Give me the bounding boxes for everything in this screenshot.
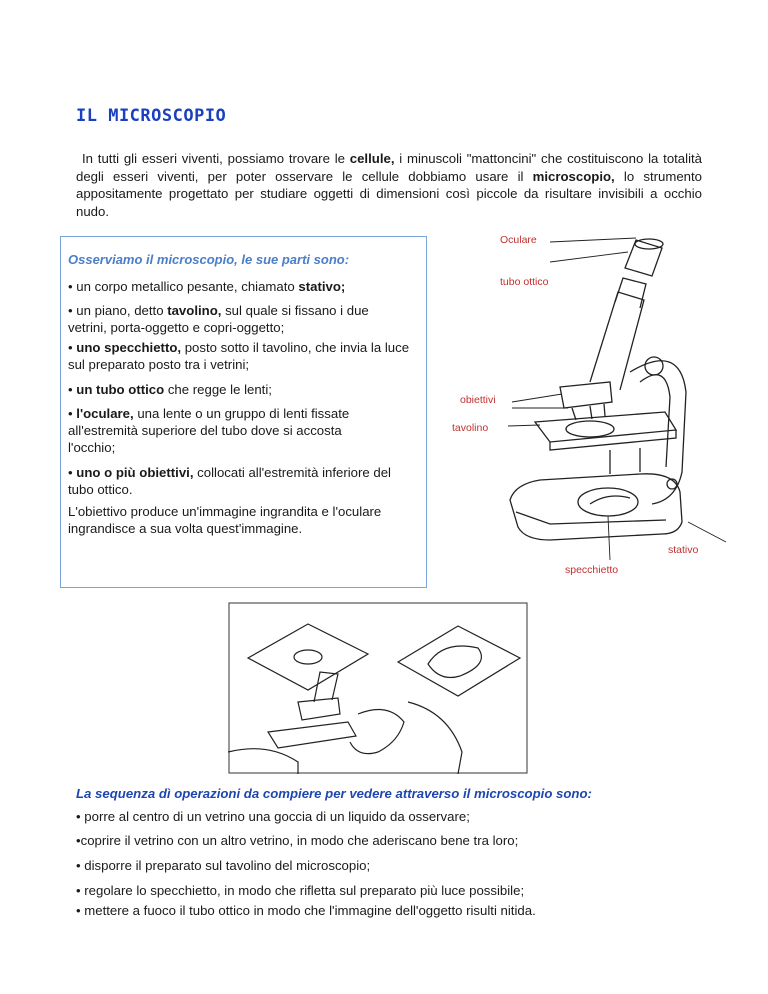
part-item-text: collocati all'estremità inferiore del tubo ottico.	[68, 465, 391, 497]
mirror-shading	[590, 496, 630, 504]
intro-text-2: i minuscoli "mattoncini" che costituiscono la totalità degli esseri viventi, per poter osservare le cellule dobbiamo usare il	[76, 151, 703, 184]
intro-bold-microscopio: microscopio,	[532, 168, 615, 184]
part-item-text: •	[68, 465, 77, 480]
parts-box-closing: L'obiettivo produce un'immagine ingrandita e l'oculare ingrandisce a sua volta quest'immagine.	[68, 504, 382, 536]
column	[610, 448, 640, 474]
label-obiettivi: obiettivi	[460, 394, 496, 406]
label-tubo-ottico: tubo ottico	[500, 276, 549, 288]
hand-sketch	[350, 710, 404, 754]
part-item-text: che regge le lenti;	[164, 382, 272, 397]
sequence-step: • disporre il preparato sul tavolino del microscopio;	[76, 858, 371, 873]
intro-bold-cellule: cellule,	[349, 151, 395, 166]
nosepiece-sketch	[298, 698, 340, 720]
part-item-term: stativo;	[298, 279, 346, 294]
leader-stativo	[688, 522, 726, 542]
intro-text-3: lo strumento appositamente progettato per studiare oggetti di dimensioni così piccole da risultare invisibili a occhio nudo.	[76, 168, 703, 219]
microscope-illustration	[440, 222, 730, 592]
part-item	[68, 381, 420, 398]
part-item-term: uno specchietto,	[76, 340, 182, 355]
part-item-text: •	[68, 382, 77, 397]
covered-slide-shape	[398, 626, 520, 696]
part-item	[68, 278, 420, 295]
part-item-text: •	[68, 406, 77, 421]
part-item-text: una lente o un gruppo di lenti fissate all'estremità superiore del tubo dove si accosta l'occhio;	[68, 406, 350, 455]
part-item-term: un tubo ottico	[76, 382, 165, 397]
sequence-step: • regolare lo specchietto, in modo che rifletta sul preparato più luce possibile;	[76, 883, 525, 898]
label-specchietto: specchietto	[565, 564, 619, 576]
stage-shape	[535, 412, 676, 442]
sequence-step: • porre al centro di un vetrino una goccia di un liquido da osservare;	[76, 809, 470, 824]
part-item-term: uno o più obiettivi,	[76, 465, 194, 480]
label-tavolino: tavolino	[452, 422, 489, 434]
part-item	[68, 302, 408, 336]
arm-inner	[640, 375, 670, 467]
part-item-text: • un corpo metallico pesante, chiamato	[68, 279, 299, 294]
leader-tavolino	[508, 425, 540, 426]
arm-shape	[630, 361, 686, 504]
sequence-title: La sequenza dì operazioni da compiere per vedere attraverso il microscopio sono:	[76, 786, 592, 801]
label-stativo: stativo	[668, 544, 699, 556]
illustration-frame	[229, 603, 527, 773]
sequence-step: •coprire il vetrino con un altro vetrino, in modo che aderiscano bene tra loro;	[76, 833, 519, 848]
part-item	[68, 464, 420, 498]
part-item-text: • un piano, detto	[68, 303, 168, 318]
label-oculare: Oculare	[500, 234, 537, 246]
arm-sketch	[408, 702, 462, 774]
part-item	[68, 405, 368, 456]
part-item-text: posto sotto il tavolino, che invia la luce sul preparato posto tra i vetrini;	[68, 340, 410, 372]
part-item	[68, 339, 420, 373]
part-item-text: sul quale si fissano i due vetrini, porta-oggetto e copri-oggetto;	[68, 303, 369, 335]
optical-tube	[590, 292, 644, 390]
part-item-term: l'oculare,	[76, 406, 134, 421]
part-item-term: tavolino,	[167, 303, 222, 318]
leader-oculare	[550, 238, 636, 262]
drop-shape	[294, 650, 322, 664]
page-title: IL MICROSCOPIO	[76, 106, 227, 126]
slide-shape	[248, 624, 368, 690]
base-shape	[510, 474, 682, 540]
stage-slide	[566, 421, 614, 437]
stage-sketch	[268, 722, 356, 748]
mirror-shape	[578, 488, 638, 516]
leader-obiettivi	[512, 394, 568, 408]
tube-sketch	[314, 672, 338, 702]
parts-box-title: Osserviamo il microscopio, le sue parti sono:	[68, 252, 350, 267]
sequence-step: • mettere a fuoco il tubo ottico in modo che l'immagine dell'oggetto risulti nitida.	[76, 903, 536, 918]
cover-glass-shape	[428, 646, 481, 678]
eyepiece	[625, 240, 662, 276]
intro-text-1: In tutti gli esseri viventi, possiamo trovare le	[82, 151, 350, 166]
slide-preparation-illustration	[228, 602, 528, 774]
part-item-text: •	[68, 340, 77, 355]
hand-left-sketch	[228, 749, 298, 774]
intro-paragraph	[76, 150, 702, 220]
focus-knob	[645, 357, 663, 375]
